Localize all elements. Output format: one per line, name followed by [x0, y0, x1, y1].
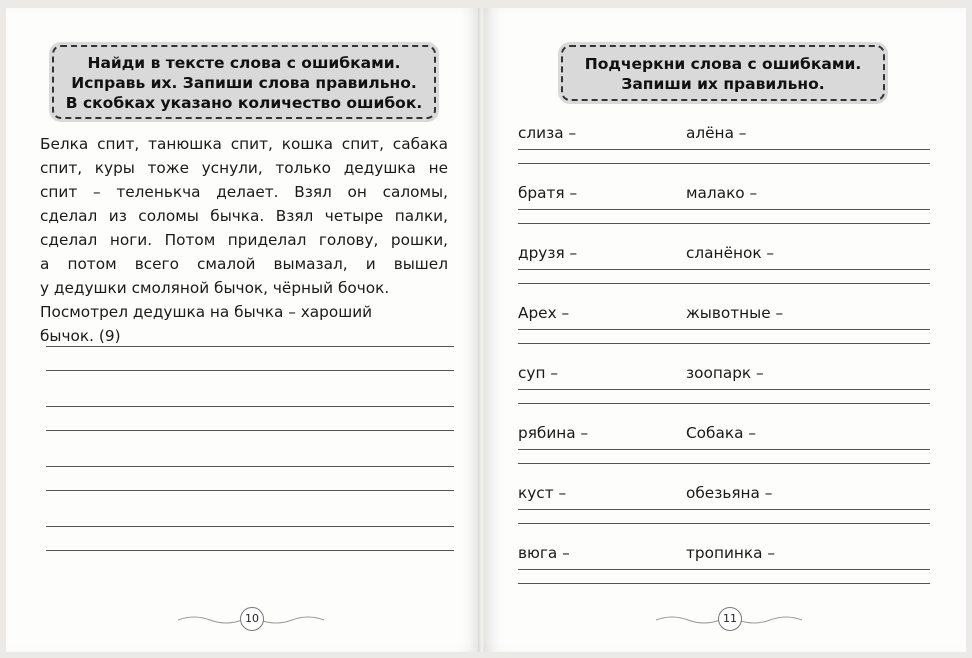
answer-line[interactable]	[518, 523, 930, 524]
instruction-line: Исправь их. Запиши слова правильно.	[71, 74, 417, 92]
answer-line[interactable]	[518, 209, 930, 210]
writing-line[interactable]	[46, 346, 454, 347]
word-item[interactable]: вюга –	[518, 544, 574, 562]
word-item[interactable]: слиза –	[518, 124, 580, 142]
story-line: а потом всего смалой вымазал, и вышел	[40, 255, 448, 273]
page-number: 10	[240, 607, 264, 631]
right-page	[484, 8, 966, 652]
word-item[interactable]: сланёнок –	[686, 244, 778, 262]
word-item[interactable]: зоопарк –	[686, 364, 768, 382]
writing-line[interactable]	[46, 526, 454, 527]
instruction-line: В скобках указано количество ошибок.	[65, 94, 423, 112]
word-item[interactable]: друзя –	[518, 244, 581, 262]
word-item[interactable]: суп –	[518, 364, 562, 382]
word-item[interactable]: братя –	[518, 184, 581, 202]
left-instruction-box	[52, 45, 436, 119]
answer-line[interactable]	[518, 163, 930, 164]
answer-line[interactable]	[518, 569, 930, 570]
answer-line[interactable]	[518, 343, 930, 344]
word-item[interactable]: Арех –	[518, 304, 573, 322]
answer-line[interactable]	[518, 269, 930, 270]
right-instruction-box	[561, 45, 885, 101]
story-line: Белка спит, танюшка спит, кошка спит, сабака	[40, 135, 448, 153]
writing-line[interactable]	[46, 406, 454, 407]
answer-line[interactable]	[518, 509, 930, 510]
word-item[interactable]: жывотные –	[686, 304, 787, 322]
story-line: у дедушки смоляной бычок, чёрный бочок.	[40, 279, 390, 297]
answer-line[interactable]	[518, 403, 930, 404]
instruction-line: Найди в тексте слова с ошибками.	[87, 54, 401, 72]
word-item[interactable]: Собака –	[686, 424, 760, 442]
writing-line[interactable]	[46, 466, 454, 467]
story-line: спит – теленькча делает. Взял он саломы,	[40, 183, 448, 201]
writing-line[interactable]	[46, 370, 454, 371]
story-line: сделал ноги. Потом приделал голову, рошки,	[40, 231, 448, 249]
answer-line[interactable]	[518, 283, 930, 284]
answer-line[interactable]	[518, 449, 930, 450]
answer-line[interactable]	[518, 149, 930, 150]
page-number: 11	[718, 607, 742, 631]
story-line: бычок. (9)	[40, 327, 121, 345]
writing-line[interactable]	[46, 430, 454, 431]
story-text	[40, 132, 448, 348]
writing-line[interactable]	[46, 490, 454, 491]
instruction-line: Подчеркни слова с ошибками.	[584, 55, 862, 73]
word-item[interactable]: обезьяна –	[686, 484, 776, 502]
answer-line[interactable]	[518, 463, 930, 464]
story-line: сделал из соломы бычка. Взял четыре палки,	[40, 207, 448, 225]
story-line: Посмотрел дедушка на бычка – хароший	[40, 303, 373, 321]
answer-line[interactable]	[518, 223, 930, 224]
word-item[interactable]: тропинка –	[686, 544, 779, 562]
story-line: спит, куры тоже уснули, только дедушка не	[40, 159, 448, 177]
left-page	[6, 8, 480, 652]
word-item[interactable]: малако –	[686, 184, 761, 202]
writing-line[interactable]	[46, 550, 454, 551]
answer-line[interactable]	[518, 329, 930, 330]
answer-line[interactable]	[518, 583, 930, 584]
word-item[interactable]: алёна –	[686, 124, 750, 142]
instruction-line: Запиши их правильно.	[621, 75, 825, 93]
word-item[interactable]: куст –	[518, 484, 570, 502]
word-item[interactable]: рябина –	[518, 424, 592, 442]
answer-line[interactable]	[518, 389, 930, 390]
